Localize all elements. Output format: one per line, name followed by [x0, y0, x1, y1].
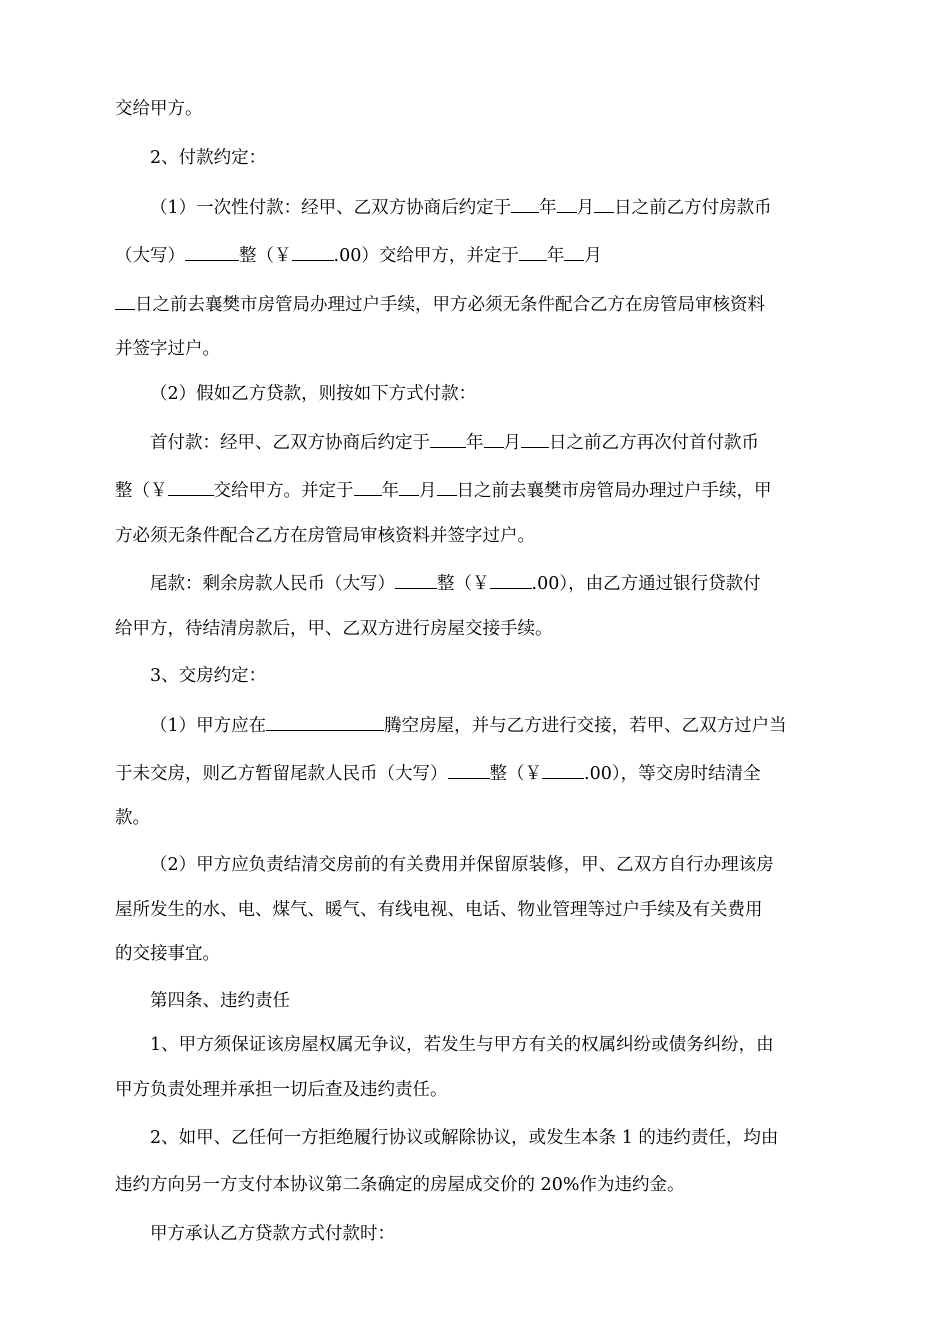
blank-field — [430, 429, 466, 448]
paragraph-line: 交给甲方。 — [115, 99, 203, 119]
paragraph-line — [115, 760, 840, 786]
paragraph-line — [150, 712, 840, 738]
text-span: （1）一次性付款：经甲、乙双方协商后约定于 — [150, 198, 512, 218]
text-span: 日之前去襄樊市房管局办理过户手续，甲方必须无条件配合乙方在房管局审核资料 — [135, 295, 765, 315]
paragraph-line: 屋所发生的水、电、煤气、暖气、有线电视、电话、物业管理等过户手续及有关费用 — [115, 900, 763, 920]
blank-field — [557, 194, 577, 213]
paragraph-line: 并签字过户。 — [115, 339, 220, 359]
blank-field — [437, 477, 457, 496]
paragraph-line — [150, 194, 840, 220]
paragraph-line — [115, 242, 840, 268]
article-heading-breach: 第四条、违约责任 — [150, 991, 290, 1011]
text-span: 整（￥ — [239, 246, 292, 266]
text-span: 月 — [584, 246, 602, 266]
blank-field — [521, 429, 549, 448]
blank-field — [354, 477, 382, 496]
blank-field — [511, 194, 539, 213]
section-heading-handover: 3、交房约定： — [150, 666, 267, 686]
text-span: 整（￥ — [489, 764, 542, 784]
paragraph-line: 款。 — [115, 808, 150, 828]
text-span: 日之前去襄樊市房管局办理过户手续，甲 — [456, 481, 772, 501]
text-span: 年 — [381, 481, 399, 501]
blank-field — [185, 242, 239, 261]
text-span: 日之前乙方付房款币 — [614, 198, 772, 218]
blank-field — [564, 242, 584, 261]
blank-field — [266, 712, 384, 731]
paragraph-line: （2）甲方应负责结清交房前的有关费用并保留原装修，甲、乙双方自行办理该房 — [150, 855, 774, 875]
text-span: 月 — [419, 481, 437, 501]
text-span: 月 — [503, 433, 521, 453]
text-span: 于未交房，则乙方暂留尾款人民币（大写） — [115, 764, 448, 784]
text-span: .00），由乙方通过银行贷款付 — [531, 574, 761, 594]
paragraph-line: 1、甲方须保证该房屋权属无争议，若发生与甲方有关的权属纠纷或债务纠纷，由 — [150, 1035, 774, 1055]
text-span: 年 — [539, 198, 557, 218]
text-span: 尾款：剩余房款人民币（大写） — [150, 574, 395, 594]
paragraph-line — [115, 291, 840, 317]
paragraph-line: 违约方向另一方支付本协议第二条确定的房屋成交价的 20%作为违约金。 — [115, 1175, 685, 1195]
paragraph-line: 甲方承认乙方贷款方式付款时： — [150, 1224, 395, 1244]
paragraph-line: 给甲方，待结清房款后，甲、乙双方进行房屋交接手续。 — [115, 619, 553, 639]
blank-field — [542, 760, 584, 779]
text-span: （1）甲方应在 — [150, 716, 267, 736]
paragraph-line: 2、如甲、乙任何一方拒绝履行协议或解除协议，或发生本条 1 的违约责任，均由 — [150, 1128, 779, 1148]
blank-field — [484, 429, 504, 448]
blank-field — [292, 242, 334, 261]
text-span: 年 — [546, 246, 565, 266]
blank-field — [168, 477, 214, 496]
blank-field — [395, 570, 437, 589]
text-span: 整（￥ — [437, 574, 490, 594]
paragraph-line — [150, 570, 840, 596]
text-span: 整（￥ — [115, 481, 168, 501]
text-span: 日之前乙方再次付首付款币 — [549, 433, 759, 453]
text-span: 交给甲方。并定于 — [213, 481, 354, 501]
blank-field — [115, 291, 135, 310]
paragraph-line — [115, 477, 840, 503]
text-span: 腾空房屋，并与乙方进行交接，若甲、乙双方过户当 — [384, 716, 787, 736]
text-span: 首付款：经甲、乙双方协商后约定于 — [150, 433, 430, 453]
paragraph-line: （2）假如乙方贷款，则按如下方式付款： — [150, 384, 477, 404]
blank-field — [448, 760, 490, 779]
text-span: （大写） — [115, 246, 185, 266]
paragraph-line: 甲方负责处理并承担一切后查及违约责任。 — [115, 1080, 448, 1100]
text-span: 月 — [576, 198, 595, 218]
blank-field — [399, 477, 419, 496]
section-heading-payment: 2、付款约定： — [150, 148, 267, 168]
paragraph-line — [150, 429, 840, 455]
text-span: .00）交给甲方，并定于 — [333, 246, 519, 266]
paragraph-line: 的交接事宜。 — [115, 944, 220, 964]
blank-field — [519, 242, 547, 261]
blank-field — [490, 570, 532, 589]
text-span: 年 — [466, 433, 484, 453]
text-span: .00），等交房时结清全 — [584, 764, 761, 784]
paragraph-line: 方必须无条件配合乙方在房管局审核资料并签字过户。 — [115, 526, 535, 546]
blank-field — [594, 194, 614, 213]
